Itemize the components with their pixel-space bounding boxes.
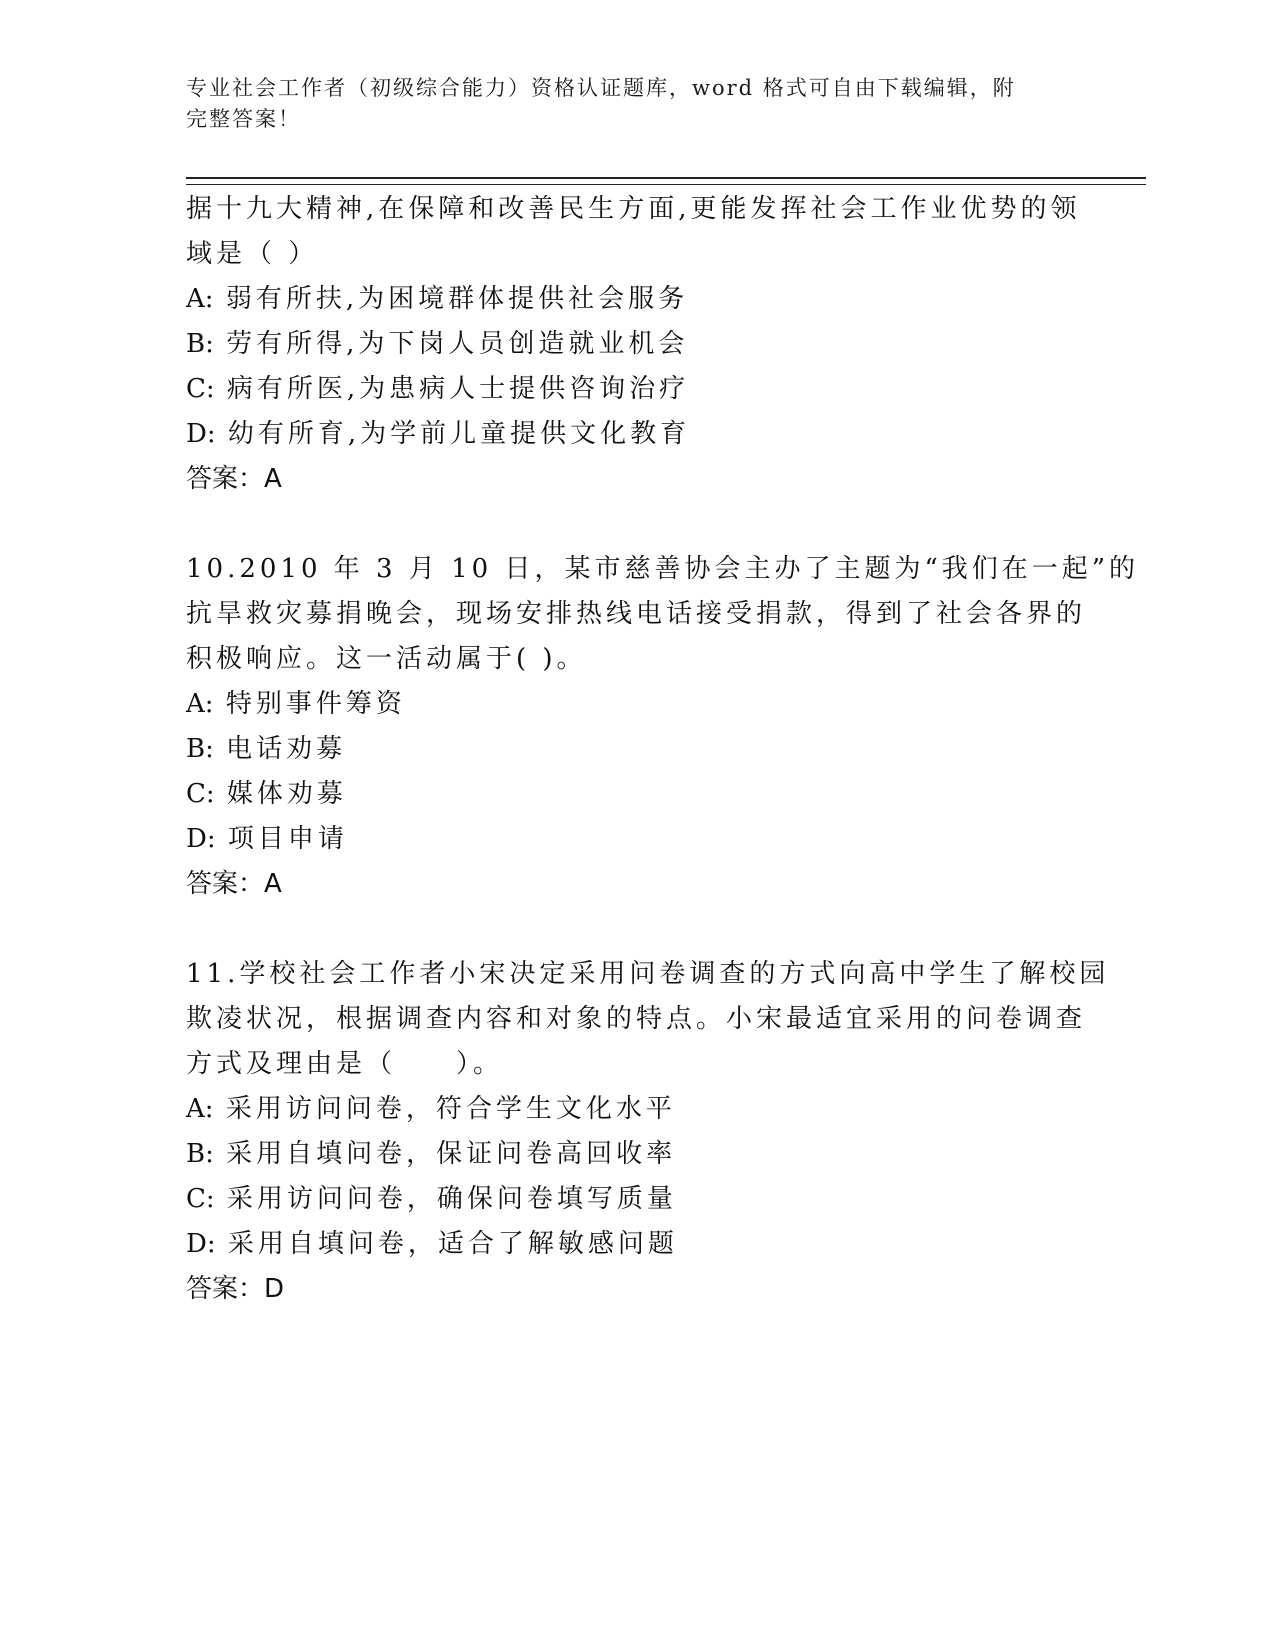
header-line-2: 完整答案！: [186, 107, 301, 131]
answer-line: 答案：A: [186, 869, 282, 899]
option-letter: A:: [186, 689, 214, 719]
option-a: [186, 1087, 1086, 1132]
question-spacer: [186, 907, 1086, 952]
option-letter: D:: [186, 824, 216, 854]
option-letter: D:: [186, 419, 216, 449]
header-divider: [186, 177, 1146, 185]
question-spacer: [186, 502, 1086, 547]
option-letter: A:: [186, 284, 214, 314]
option-letter: D:: [186, 1229, 216, 1259]
option-d: [186, 1222, 1086, 1267]
option-letter: C:: [186, 374, 215, 404]
option-text: 劳有所得,为下岗人员创造就业机会: [226, 329, 689, 359]
option-text: 采用自填问卷，适合了解敏感问题: [227, 1229, 678, 1259]
question-block: [186, 952, 1110, 1312]
option-text: 弱有所扶,为困境群体提供社会服务: [225, 284, 689, 314]
option-b: [186, 727, 1086, 772]
option-b: [186, 322, 1086, 367]
option-text: 媒体劝募: [226, 779, 347, 809]
question-stem-line: 域是（ ）: [186, 239, 319, 269]
option-text: 采用访问问卷，确保问卷填写质量: [226, 1184, 677, 1214]
question-stem-line: 抗旱救灾募捐晚会，现场安排热线电话接受捐款，得到了社会各界的: [186, 599, 1087, 629]
answer-line: 答案：D: [186, 1274, 285, 1304]
option-c: [186, 772, 1086, 817]
option-a: [186, 277, 1086, 322]
question-block: [186, 547, 1140, 907]
question-stem-line: 据十九大精神,在保障和改善民生方面,更能发挥社会工作业优势的领: [186, 194, 1081, 224]
question-stem-line: 方式及理由是（ ）。: [186, 1049, 504, 1079]
option-letter: C:: [186, 779, 215, 809]
option-letter: B:: [186, 734, 214, 764]
option-letter: B:: [186, 329, 214, 359]
option-letter: A:: [186, 1094, 214, 1124]
document-header: [186, 73, 1066, 135]
option-text: 幼有所育,为学前儿童提供文化教育: [227, 419, 691, 449]
option-b: [186, 1132, 1086, 1177]
option-letter: C:: [186, 1184, 215, 1214]
question-stem-line: 11.学校社会工作者小宋决定采用问卷调查的方式向高中学生了解校园: [186, 959, 1110, 989]
option-text: 病有所医,为患病人士提供咨询治疗: [226, 374, 690, 404]
option-c: [186, 367, 1086, 412]
option-text: 采用访问问卷，符合学生文化水平: [225, 1094, 676, 1124]
question-stem-line: 欺凌状况，根据调查内容和对象的特点。小宋最适宜采用的问卷调查: [186, 1004, 1087, 1034]
question-stem-line: 积极响应。这一活动属于( )。: [186, 644, 587, 674]
option-d: [186, 817, 1086, 862]
option-text: 项目申请: [227, 824, 348, 854]
option-text: 采用自填问卷，保证问卷高回收率: [226, 1139, 677, 1169]
option-letter: B:: [186, 1139, 214, 1169]
option-c: [186, 1177, 1086, 1222]
question-stem-line: 10.2010 年 3 月 10 日，某市慈善协会主办了主题为“我们在一起”的: [186, 554, 1140, 584]
header-line-1: 专业社会工作者（初级综合能力）资格认证题库，word 格式可自由下载编辑，附: [186, 76, 1016, 100]
question-list: [186, 187, 1140, 1312]
answer-line: 答案：A: [186, 464, 282, 494]
question-block: [186, 187, 1086, 502]
option-text: 特别事件筹资: [225, 689, 406, 719]
option-d: [186, 412, 1086, 457]
option-a: [186, 682, 1086, 727]
option-text: 电话劝募: [226, 734, 347, 764]
